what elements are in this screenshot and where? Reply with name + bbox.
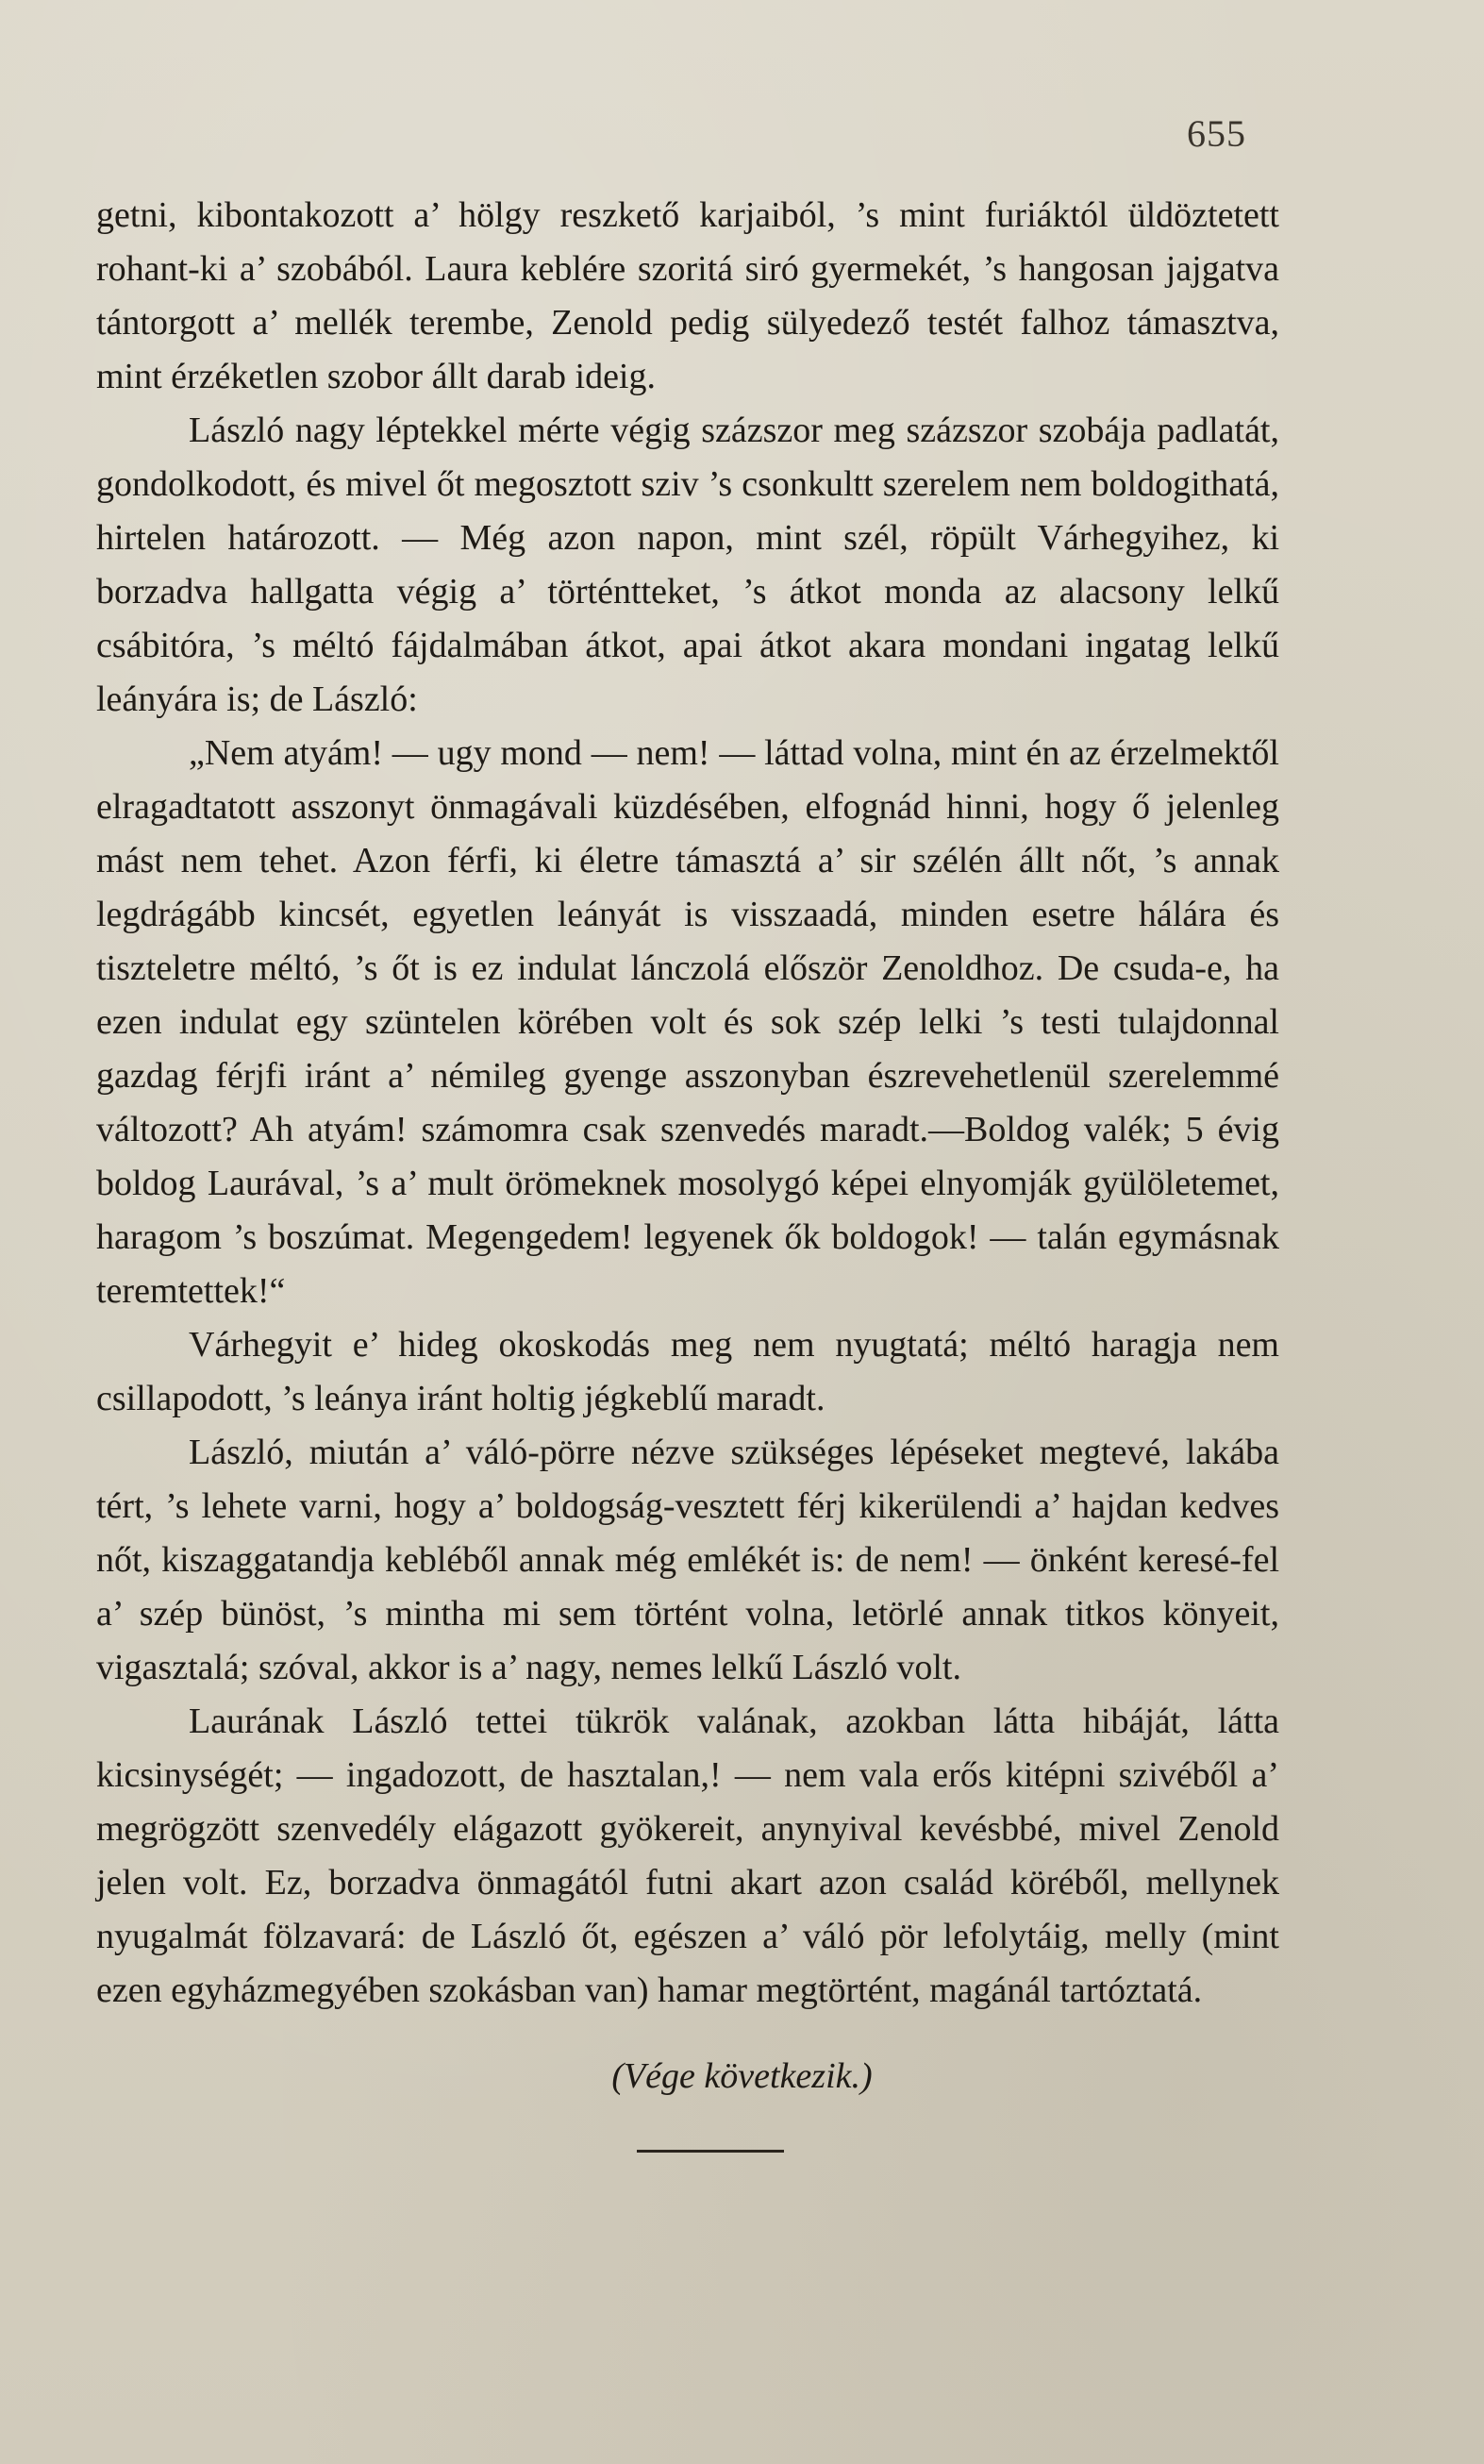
to-be-continued-note: (Vége következik.) (611, 2056, 873, 2096)
paragraph-4: Várhegyit e’ hideg okoskodás meg nem nyugtatá; méltó haragja nem csillapodott, ’s leánya iránt holtig jégkeblű maradt. (96, 1325, 1279, 1418)
closing-rule (637, 2150, 784, 2153)
article-body (96, 189, 1279, 2018)
paragraph-1: getni, kibontakozott a’ hölgy reszkető karjaiból, ’s mint furiáktól üldöztetett rohant-ki a’ szobából. Laura keblére szoritá siró gyermekét, ’s hangosan jajgatva tántorgott a’ mellék terembe, Zenold pedig sülyedező testét falhoz támasztva, mint érzéketlen szobor állt darab ideig. (96, 195, 1279, 396)
paragraph-2: László nagy léptekkel mérte végig százszor meg százszor szobája padlatát, gondolkodott, és mivel őt megosztott sziv ’s csonkultt szerelem nem boldogithatá, hirtelen határozott. — Még azon napon, mint szél, röpült Várhegyihez, ki borzadva hallgatta végig a’ történtteket, ’s átkot monda az alacsony lelkű csábitóra, ’s méltó fájdalmában átkot, apai átkot akara mondani ingatag lelkű leányára is; de László: (96, 411, 1279, 719)
page-number: 655 (1187, 112, 1246, 155)
paragraph-3: „Nem atyám! — ugy mond — nem! — láttad volna, mint én az érzelmektől elragadtatott asszonyt önmagávali küzdésében, elfognád hinni, hogy ő jelenleg mást nem tehet. Azon férfi, ki életre támasztá a’ sir szélén állt nőt, ’s annak legdrágább kincsét, egyetlen leányát is visszaadá, minden esetre hálára és tiszteletre méltó, ’s őt is ez indulat lánczolá először Zenoldhoz. De csuda-e, ha ezen indulat egy szüntelen körében volt és sok szép lelki ’s testi tulajdonnal gazdag férjfi iránt a’ némileg gyenge asszonyban észrevehetlenül szerelemmé változott? Ah atyám! számomra csak szenvedés maradt.—Boldog valék; 5 évig boldog Laurával, ’s a’ mult örömeknek mosolygó képei elnyomják gyülöletemet, haragom ’s boszúmat. Megengedem! legyenek ők boldogok! — talán egymásnak teremtettek!“ (96, 733, 1279, 1311)
paragraph-6: Laurának László tettei tükrök valának, azokban látta hibáját, látta kicsinységét; — ingadozott, de hasztalan,! — nem vala erős kitépni szivéből a’ megrögzött szenvedély elágazott gyökereit, anynyival kevésbbé, mivel Zenold jelen volt. Ez, borzadva önmagától futni akart azon család köréből, mellynek nyugalmát fölzavará: de László őt, egészen a’ váló pör lefolytáig, melly (mint ezen egyházmegyében szokásban van) hamar megtörtént, magánál tartóztatá. (96, 1701, 1279, 2010)
paragraph-5: László, miután a’ váló-pörre nézve szükséges lépéseket megtevé, lakába tért, ’s lehete varni, hogy a’ boldogság-vesztett férj kikerülendi a’ hajdan kedves nőt, kiszaggatandja kebléből annak még emlékét is: de nem! — önként keresé-fel a’ szép bünöst, ’s mintha mi sem történt volna, letörlé annak titkos könyeit, vigasztalá; szóval, akkor is a’ nagy, nemes lelkű László volt. (96, 1433, 1279, 1687)
